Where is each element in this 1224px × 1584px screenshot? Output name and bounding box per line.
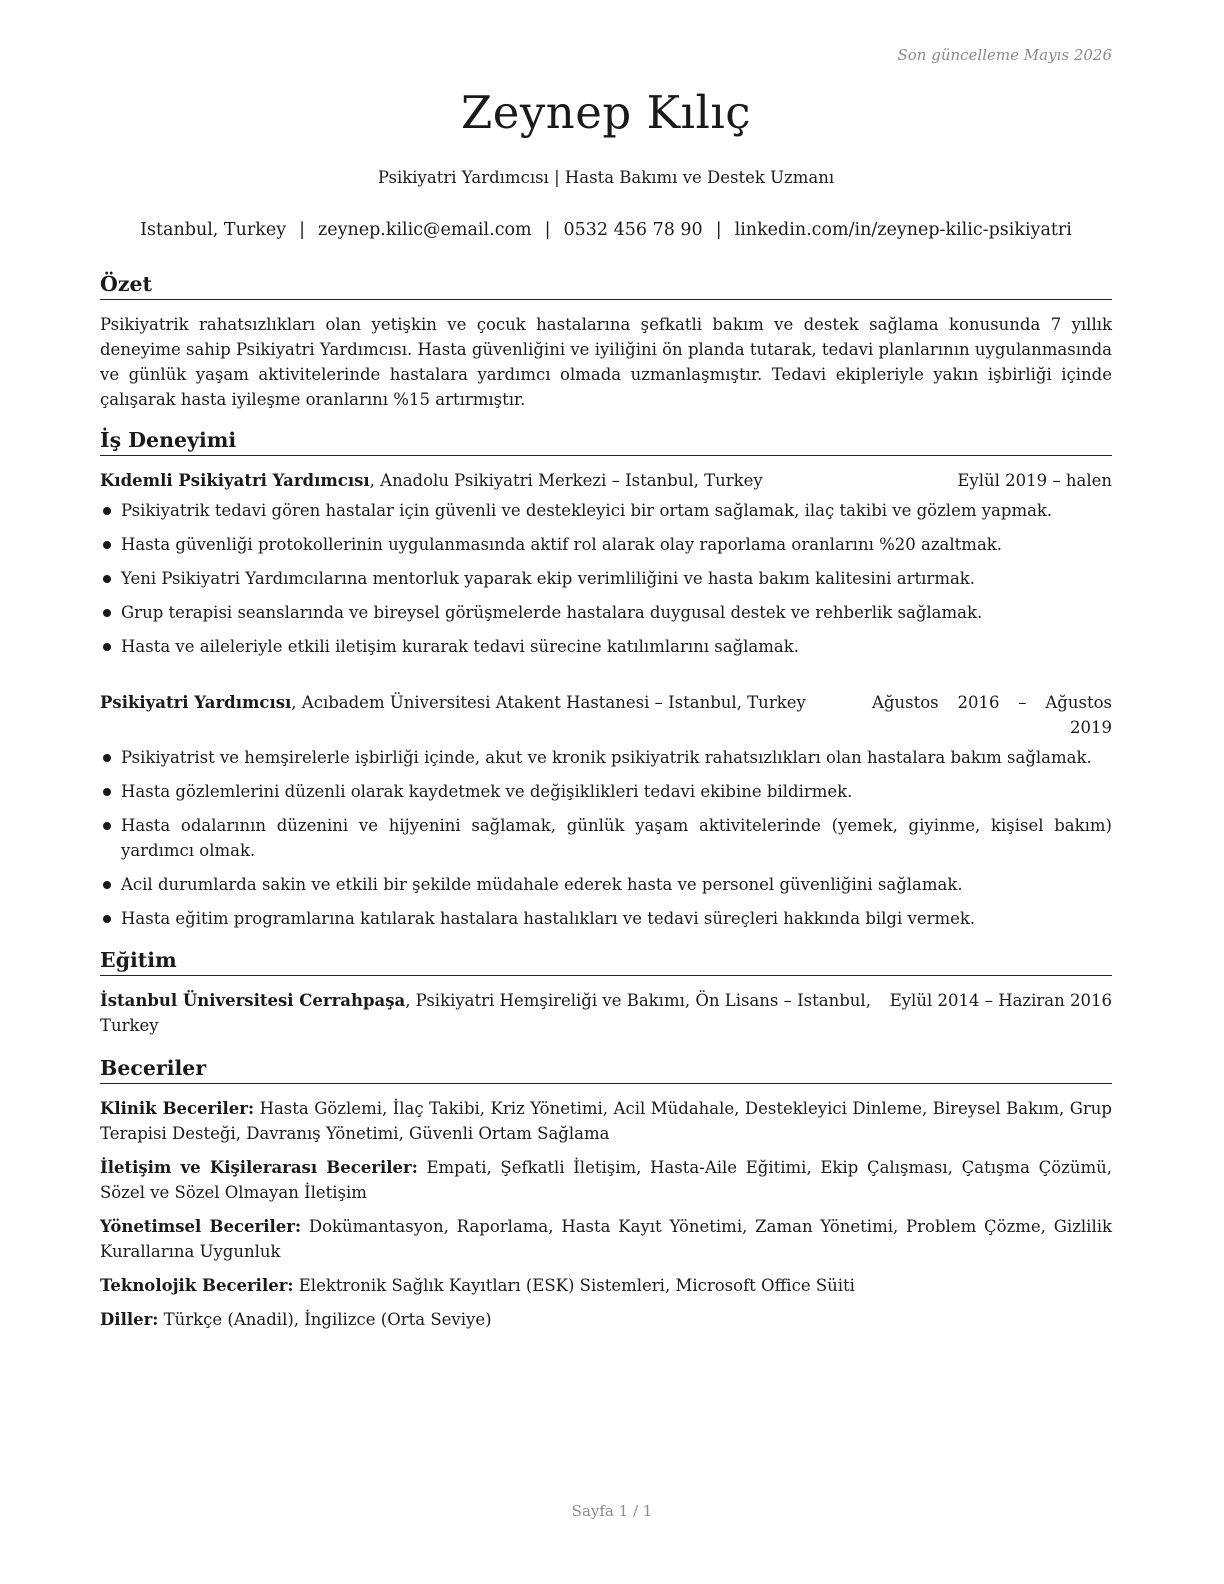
skill-row xyxy=(100,1214,1112,1264)
skills-list xyxy=(100,1096,1112,1332)
skill-row xyxy=(100,1307,1112,1332)
section-title-summary: Özet xyxy=(100,270,1112,300)
job-bullet: Grup terapisi seanslarında ve bireysel görüşmelerde hastalara duygusal destek ve rehberlik sağlamak. xyxy=(100,600,1112,625)
contact-separator: | xyxy=(544,220,551,240)
skill-label: Teknolojik Beceriler: xyxy=(100,1276,294,1295)
skill-value: Türkçe (Anadil), İngilizce (Orta Seviye) xyxy=(158,1310,492,1329)
headline: Psikiyatri Yardımcısı | Hasta Bakımı ve Destek Uzmanı xyxy=(377,168,835,187)
last-updated: Son güncelleme Mayıs 2026 xyxy=(897,46,1112,64)
job-header xyxy=(100,690,1112,740)
job-bullet: Hasta ve aileleriyle etkili iletişim kurarak tedavi sürecine katılımlarını sağlamak. xyxy=(100,634,1112,659)
skill-label: İletişim ve Kişilerarası Beceriler: xyxy=(100,1158,418,1177)
job-bullet: Acil durumlarda sakin ve etkili bir şekilde müdahale ederek hasta ve personel güvenliğini sağlamak. xyxy=(100,872,1112,897)
job-bullet: Hasta odalarının düzenini ve hijyenini sağlamak, günlük yaşam aktivitelerinde (yemek, giyinme, kişisel bakım) yardımcı olmak. xyxy=(100,813,1112,863)
section-title-skills: Beceriler xyxy=(100,1054,1112,1084)
contact-line xyxy=(100,220,1112,240)
job-bullet: Psikiyatrist ve hemşirelerle işbirliği içinde, akut ve kronik psikiyatrik rahatsızlıkları olan hastalara bakım sağlamak. xyxy=(100,745,1112,770)
skill-value: Dokümantasyon, Raporlama, Hasta Kayıt Yönetimi, Zaman Yönetimi, Problem Çözme, Gizlilik Kurallarına Uygunluk xyxy=(100,1217,1112,1261)
skill-label: Klinik Beceriler: xyxy=(100,1099,255,1118)
skill-row xyxy=(100,1273,1112,1298)
job-role: Kıdemli Psikiyatri Yardımcısı xyxy=(100,471,370,490)
job-org-location: , Acıbadem Üniversitesi Atakent Hastanesi – Istanbul, Turkey xyxy=(291,693,806,712)
job-dates: Eylül 2019 – halen xyxy=(957,471,1112,490)
contact-separator: | xyxy=(715,220,722,240)
summary-text: Psikiyatrik rahatsızlıkları olan yetişkin ve çocuk hastalarına şefkatli bakım ve destek sağlama konusunda 7 yıllık deneyime sahip Psikiyatri Yardımcısı. Hasta güvenliğini ve iyiliğini ön planda tutarak, tedavi planlarının uygulanmasında ve günlük yaşam aktivitelerinde hastalara yardımcı olmada uzmanlaşmıştır. Tedavi ekipleriyle yakın işbirliği içinde çalışarak hasta iyileşme oranlarını %15 artırmıştır. xyxy=(100,315,1112,409)
job-dates: Ağustos 2016 – Ağustos 2019 xyxy=(872,693,1112,737)
resume-content xyxy=(100,270,1112,1332)
skill-row xyxy=(100,1155,1112,1205)
education-details: , Psikiyatri Hemşireliği ve Bakımı, Ön Lisans – Istanbul, Turkey xyxy=(100,991,871,1035)
education-dates: Eylül 2014 – Haziran 2016 xyxy=(889,991,1112,1010)
job-bullet: Hasta eğitim programlarına katılarak hastalara hastalıkları ve tedavi süreçleri hakkında bilgi vermek. xyxy=(100,906,1112,931)
job-bullets xyxy=(100,745,1112,931)
candidate-name: Zeynep Kılıç xyxy=(460,86,752,139)
contact-phone: 0532 456 78 90 xyxy=(563,220,703,240)
contact-linkedin[interactable]: linkedin.com/in/zeynep-kilic-psikiyatri xyxy=(734,220,1072,240)
education-school: İstanbul Üniversitesi Cerrahpaşa xyxy=(100,991,406,1010)
skill-value: Empati, Şefkatli İletişim, Hasta-Aile Eğitimi, Ekip Çalışması, Çatışma Çözümü, Sözel ve Sözel Olmayan İletişim xyxy=(100,1158,1113,1202)
skill-label: Yönetimsel Beceriler: xyxy=(100,1217,302,1236)
job-bullet: Hasta güvenliği protokollerinin uygulanmasında aktif rol alarak olay raporlama oranlarını %20 azaltmak. xyxy=(100,532,1112,557)
job-bullet: Psikiyatrik tedavi gören hastalar için güvenli ve destekleyici bir ortam sağlamak, ilaç takibi ve gözlem yapmak. xyxy=(100,498,1112,523)
job-role: Psikiyatri Yardımcısı xyxy=(100,693,292,712)
contact-separator: | xyxy=(299,220,305,240)
contact-email[interactable]: zeynep.kilic@email.com xyxy=(318,220,532,240)
job-header xyxy=(100,468,1112,493)
skill-value: Hasta Gözlemi, İlaç Takibi, Kriz Yönetimi, Acil Müdahale, Destekleyici Dinleme, Bireysel Bakım, Grup Terapisi Desteği, Davranış Yönetimi, Güvenli Ortam Sağlama xyxy=(100,1099,1112,1143)
page-number: Sayfa 1 / 1 xyxy=(571,1502,653,1520)
job-bullet: Yeni Psikiyatri Yardımcılarına mentorluk yaparak ekip verimliliğini ve hasta bakım kalitesini artırmak. xyxy=(100,566,1112,591)
skill-label: Diller: xyxy=(100,1310,159,1329)
section-title-education: Eğitim xyxy=(100,946,1112,976)
section-title-experience: İş Deneyimi xyxy=(100,426,1112,456)
job-bullets xyxy=(100,498,1112,659)
job-bullet: Hasta gözlemlerini düzenli olarak kaydetmek ve değişiklikleri tedavi ekibine bildirmek. xyxy=(100,779,1112,804)
education-entry xyxy=(100,988,1112,1038)
contact-location: Istanbul, Turkey xyxy=(140,220,287,240)
skill-row xyxy=(100,1096,1112,1146)
job-org-location: , Anadolu Psikiyatri Merkezi – Istanbul, Turkey xyxy=(369,471,763,490)
skill-value: Elektronik Sağlık Kayıtları (ESK) Sistemleri, Microsoft Office Süiti xyxy=(293,1276,855,1295)
